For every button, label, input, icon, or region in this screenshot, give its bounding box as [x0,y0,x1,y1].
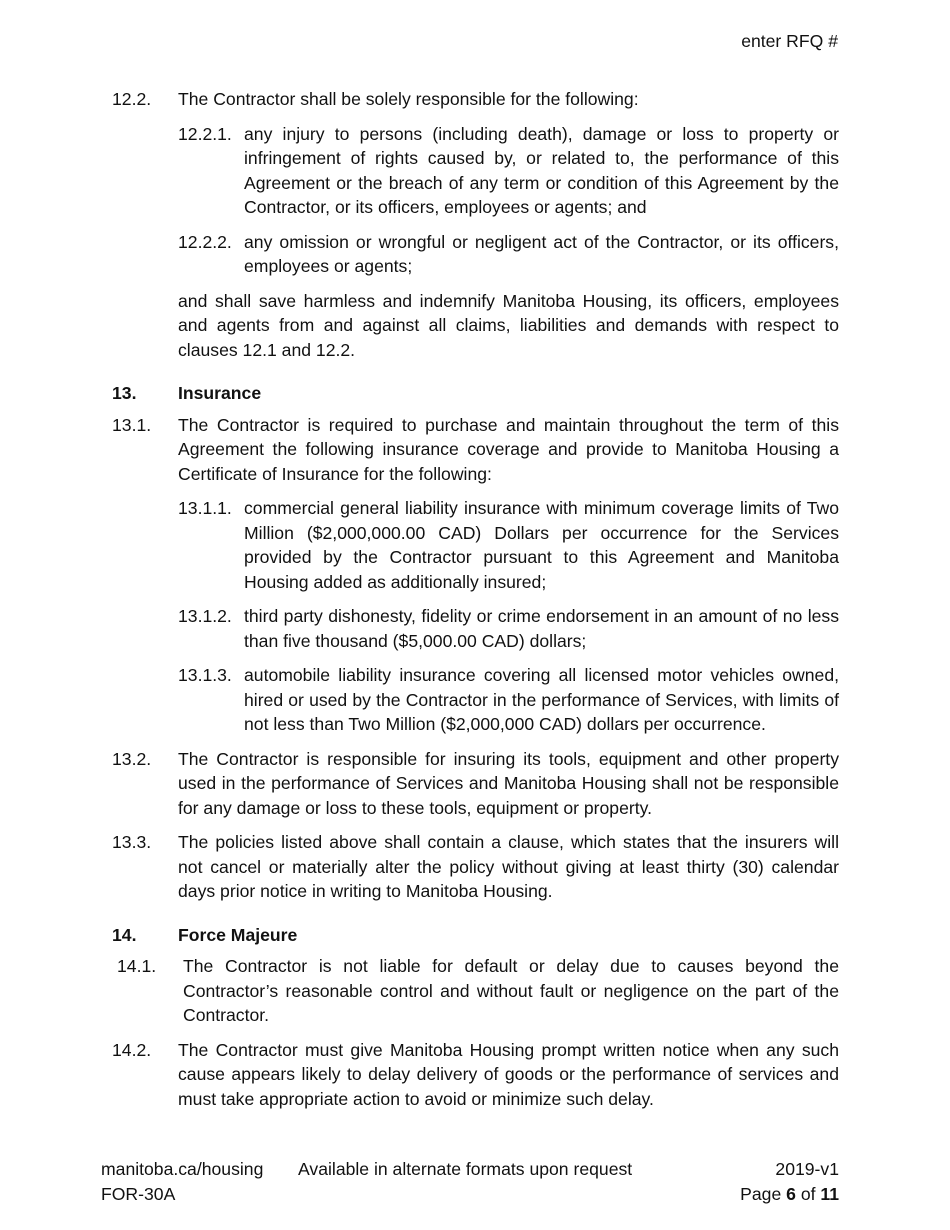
clause-number: 13.1. [112,414,152,435]
clause-13-1-1 [178,496,839,594]
footer-right [740,1157,839,1206]
clause-text: automobile liability insurance covering all licensed motor vehicles owned, hired or used by the Contractor in the performance of Services, with limits of not less than Two Million ($2,000,000 CAD) dollars per occurrence. [244,665,839,734]
clause-text: The Contractor is not liable for default or delay due to causes beyond the Contractor’s reasonable control and without fault or negligence on the part of the Contractor. [183,956,839,1025]
section-14-heading [112,923,839,948]
clause-12-2-2 [178,230,839,279]
section-number: 13. [112,383,137,403]
clause-12-2 [112,87,839,112]
clause-number: 13.3. [112,832,152,852]
clause-text: The policies listed above shall contain a clause, which states that the insurers will not cancel or materially alter the policy without giving at least thirty (30) calendar days prior notice in writing to Manitoba Housing. [178,832,839,901]
footer-website: manitoba.ca/housing [101,1159,264,1179]
page-number [740,1182,839,1207]
clause-text: The Contractor is required to purchase and maintain throughout the term of this Agreement the following insurance coverage and provide to Manitoba Housing a Certificate of Insurance for the following: [178,414,839,484]
clause-number: 12.2.2. [178,231,232,252]
footer-left [101,1157,263,1206]
clause-number: 12.2. [112,89,152,109]
page-of: of [800,1183,816,1204]
page-current: 6 [786,1183,796,1204]
clause-text: any omission or wrongful or negligent act of the Contractor, or its officers, employees or agents; [244,231,839,276]
page-total: 11 [820,1183,839,1204]
document-body [112,87,839,1121]
clause-13-1-2 [178,604,839,653]
clause-text: commercial general liability insurance with minimum coverage limits of Two Million ($2,000,000.00 CAD) Dollars per occurrence for the Services provided by the Contractor pursuant to this Agreement and Manitoba Housing added as additionally insured; [244,498,839,592]
section-title: Force Majeure [178,924,298,945]
clause-14-1 [112,954,839,1028]
clause-number: 13.1.1. [178,498,232,518]
clause-number: 12.2.1. [178,123,232,144]
clause-13-1-3 [178,663,839,737]
clause-13-1 [112,413,839,487]
section-13-heading [112,381,839,406]
page-footer [101,1157,839,1205]
clause-text: any injury to persons (including death), damage or loss to property or infringement of rights caused by, or related to, the performance of this Agreement or the breach of any term or condition of this Agreement by the Contractor, or its officers, employees or agents; and [244,123,839,217]
clause-12-closing: and shall save harmless and indemnify Manitoba Housing, its officers, employees and agents from and against all claims, liabilities and demands with respect to clauses 12.1 and 12.2. [178,290,839,360]
footer-version: 2019-v1 [775,1159,839,1179]
clause-13-3 [112,830,839,904]
clause-12-2-1 [178,122,839,220]
page-label: Page [740,1183,782,1204]
clause-number: 13.1.2. [178,606,232,626]
section-title: Insurance [178,383,262,403]
footer-alternate-formats: Available in alternate formats upon request [298,1159,633,1179]
clause-text: The Contractor is responsible for insuring its tools, equipment and other property used in the performance of Services and Manitoba Housing shall not be responsible for any damage or loss to these tools, equipment or property. [178,748,839,818]
clause-text: The Contractor shall be solely responsible for the following: [178,89,639,109]
footer-form-id: FOR-30A [101,1183,176,1204]
section-number: 14. [112,924,137,945]
clause-14-2 [112,1038,839,1112]
clause-text: third party dishonesty, fidelity or crime endorsement in an amount of no less than five thousand ($5,000.00 CAD) dollars; [244,606,839,651]
rfq-reference: enter RFQ # [741,31,838,51]
clause-13-2 [112,747,839,821]
clause-number: 14.1. [117,956,157,976]
clause-number: 13.2. [112,748,152,769]
clause-number: 14.2. [112,1039,152,1060]
clause-text: The Contractor must give Manitoba Housing prompt written notice when any such cause appears likely to delay delivery of goods or the performance of services and must take appropriate action to avoid or minimize such delay. [178,1039,839,1109]
clause-number: 13.1.3. [178,665,232,685]
